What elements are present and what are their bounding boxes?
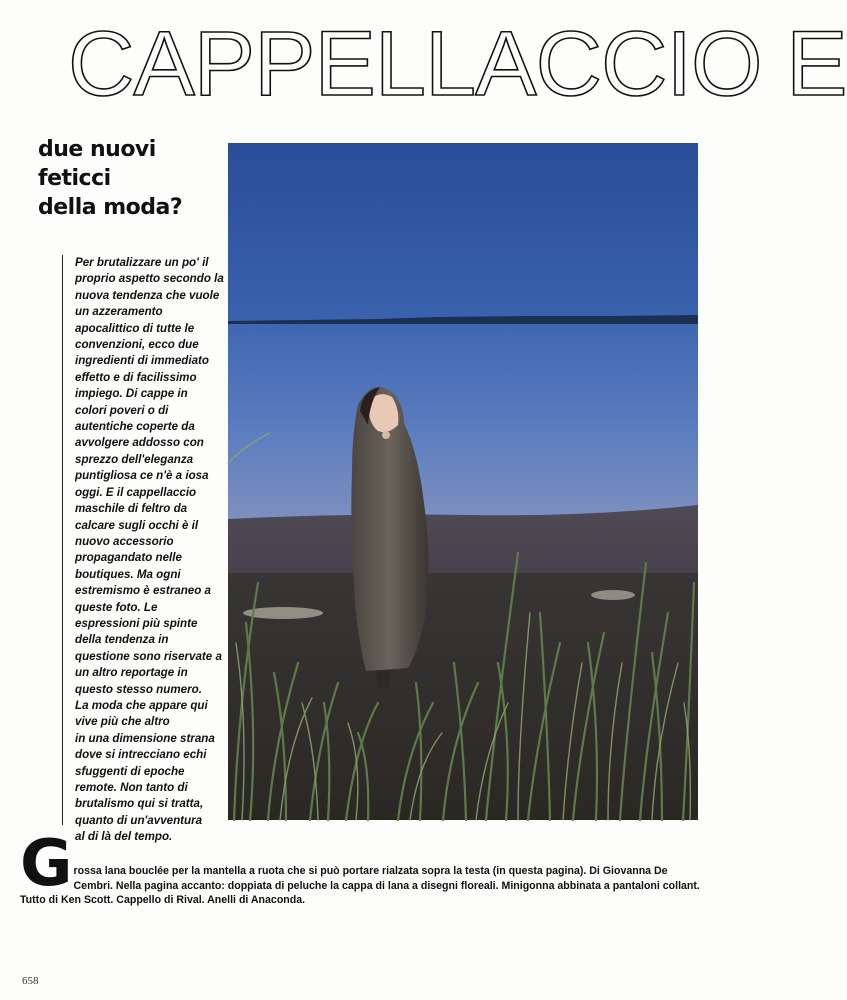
body-line: colori poveri o di	[75, 403, 169, 417]
body-line: puntigliosa ce n'è a iosa	[75, 469, 209, 483]
body-line: un altro reportage in	[75, 666, 188, 680]
page-number: 658	[22, 975, 39, 987]
body-line: brutalismo qui si tratta,	[75, 797, 204, 811]
body-line: Per brutalizzare un po' il	[75, 256, 209, 269]
body-line: queste foto. Le	[75, 600, 158, 614]
body-line: proprio aspetto secondo la	[75, 272, 224, 286]
body-line: della tendenza in	[75, 633, 169, 647]
body-line: sfuggenti di epoche	[75, 764, 185, 778]
body-line: un azzeramento	[75, 305, 163, 319]
body-column	[75, 255, 225, 846]
body-line: dove si intrecciano echi	[75, 748, 207, 762]
body-line: La moda che appare qui	[75, 698, 208, 712]
body-line: convenzioni, ecco due	[75, 338, 199, 352]
body-line: sprezzo dell'eleganza	[75, 452, 194, 466]
caption-text: rossa lana bouclée per la mantella a ruota che si può portare rialzata sopra la testa (in questa pagina). Di Giovanna De Cembri. Nella pagina accanto: doppiata di peluche la cappa di lana a disegni floreali. Minigonna abbinata a pantaloni collant. Tutto di Ken Scott. Cappello di Rival. Anelli di Anaconda.	[20, 865, 700, 906]
body-line: effetto e di facilissimo	[75, 370, 197, 384]
body-line: nuovo accessorio	[75, 534, 174, 548]
body-line: nuova tendenza che vuole	[75, 288, 220, 302]
body-line: calcare sugli occhi è il	[75, 518, 199, 532]
headline: CAPPELLACCIO E	[68, 13, 847, 115]
subheading	[38, 135, 208, 222]
fashion-photo	[228, 143, 698, 820]
body-line: vive più che altro	[75, 715, 170, 729]
subheading-line: feticci	[38, 166, 111, 191]
body-line: questione sono riservate a	[75, 649, 222, 663]
body-line: apocalittico di tutte le	[75, 321, 195, 335]
body-line: impiego. Di cappe in	[75, 387, 188, 401]
body-line: remote. Non tanto di	[75, 781, 188, 794]
body-line: autentiche coperte da	[75, 420, 195, 434]
column-rule	[62, 255, 63, 825]
caption-drop-cap: G	[20, 827, 71, 901]
body-line: maschile di feltro da	[75, 502, 188, 516]
body-line: oggi. E il cappellaccio	[75, 485, 197, 499]
body-line: boutiques. Ma ogni	[75, 567, 181, 581]
body-line: in una dimensione strana	[75, 731, 215, 745]
body-line: avvolgere addosso con	[75, 436, 204, 450]
subheading-line: due nuovi	[38, 137, 156, 162]
body-line: propagandato nelle	[75, 551, 182, 565]
body-line: quanto di un'avventura	[75, 813, 203, 827]
body-line: questo stesso numero.	[75, 682, 202, 696]
body-line: espressioni più spinte	[75, 616, 198, 630]
body-line: estremismo è estraneo a	[75, 584, 211, 598]
body-line: ingredienti di immediato	[75, 354, 209, 368]
body-line: al di là del tempo.	[75, 830, 173, 844]
subheading-line: della moda?	[38, 195, 183, 220]
